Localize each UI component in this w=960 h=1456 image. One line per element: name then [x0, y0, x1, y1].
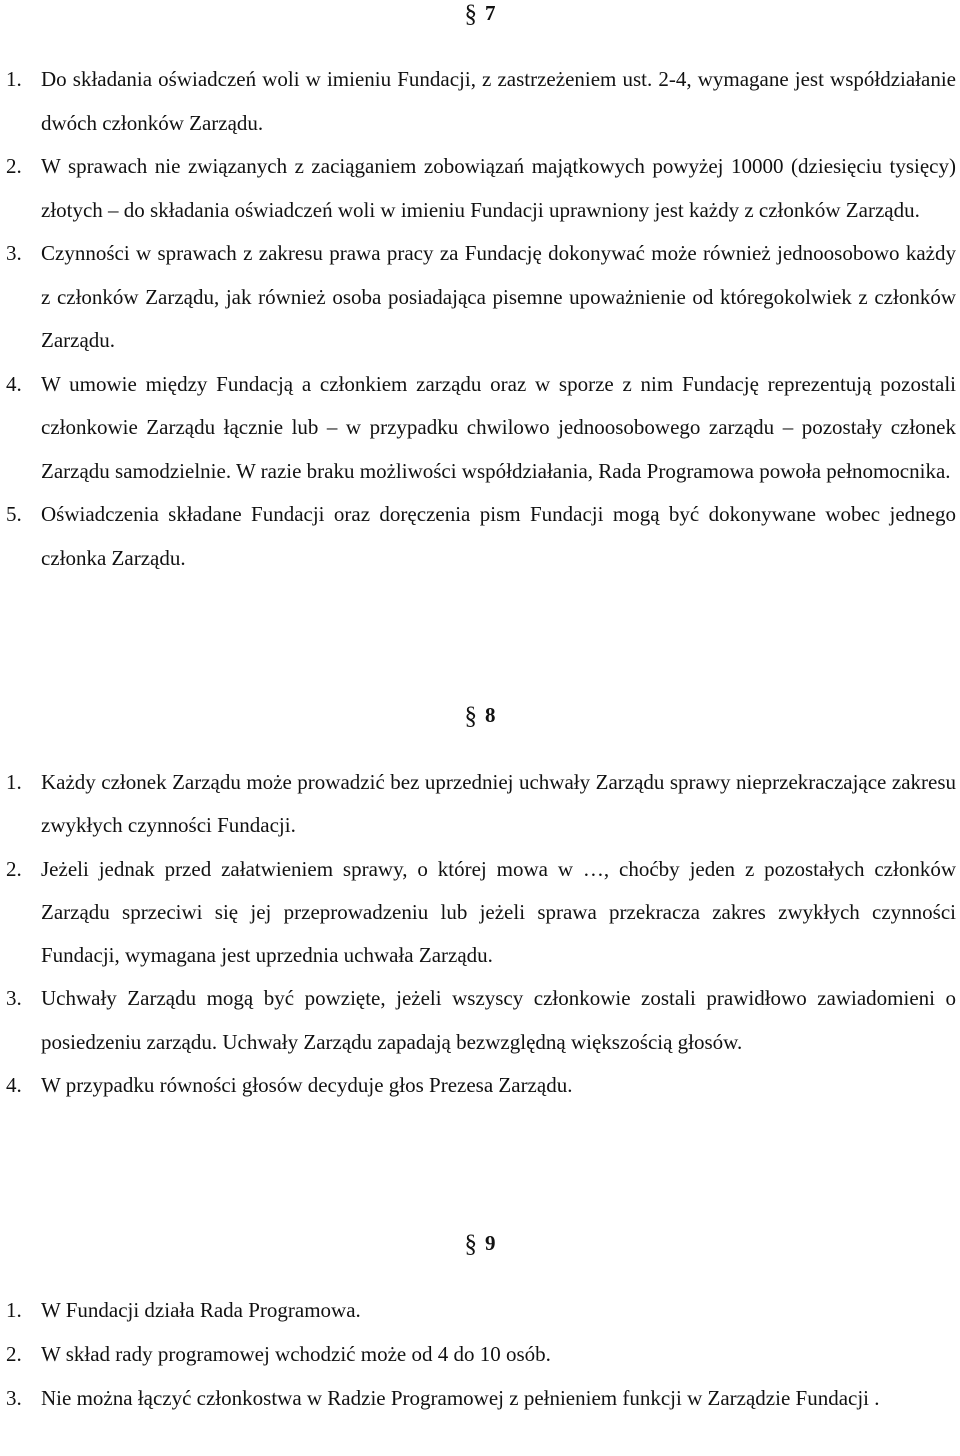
paragraph-number: 3. — [6, 241, 22, 265]
paragraph-7-4 — [0, 363, 960, 494]
paragraph-number: 3. — [6, 986, 22, 1011]
paragraph-9-3 — [0, 1376, 960, 1420]
paragraph-8-1 — [0, 761, 960, 848]
paragraph-number: 4. — [6, 1073, 22, 1098]
paragraph-8-4 — [0, 1064, 960, 1107]
paragraph-number: 2. — [6, 1342, 22, 1366]
section-title-7 — [0, 0, 960, 28]
paragraph-text: W przypadku równości głosów decyduje głos Prezesa Zarządu. — [41, 1073, 573, 1098]
paragraph-9-2 — [0, 1332, 960, 1376]
section-symbol: § — [464, 703, 477, 730]
paragraph-text: Uchwały Zarządu mogą być powzięte, jeżeli wszyscy członkowie zostali prawidłowo zawiadomieni o posiedzeniu zarządu. Uchwały Zarządu zapadają bezwzględną większością głosów. — [41, 986, 956, 1054]
paragraph-8-2 — [0, 848, 960, 978]
section-number: 8 — [485, 703, 496, 727]
paragraph-text: W sprawach nie związanych z zaciąganiem zobowiązań majątkowych powyżej 10000 (dziesięciu tysięcy) złotych – do składania oświadczeń woli w imieniu Fundacji uprawniony jest każdy z członków Zarządu. — [41, 154, 956, 222]
paragraph-number: 1. — [6, 1298, 22, 1322]
section-symbol: § — [464, 1231, 477, 1258]
paragraph-7-3 — [0, 232, 960, 363]
paragraph-number: 5. — [6, 502, 22, 526]
paragraph-number: 1. — [6, 67, 22, 91]
section-9-paragraphs — [0, 1288, 960, 1420]
paragraph-number: 2. — [6, 154, 22, 178]
paragraph-text: Jeżeli jednak przed załatwieniem sprawy, o której mowa w …, choćby jeden z pozostałych członków Zarządu sprzeciwi się jej przeprowadzeniu lub jeżeli sprawa przekracza zakres zwykłych czynności Fundacji, wymagana jest uprzednia uchwała Zarządu. — [41, 856, 956, 968]
paragraph-text: W Fundacji działa Rada Programowa. — [41, 1298, 361, 1322]
paragraph-number: 1. — [6, 770, 22, 794]
paragraph-text: Czynności w sprawach z zakresu prawa pracy za Fundację dokonywać może również jednoosobowo każdy z członków Zarządu, jak również osoba posiadająca pisemne upoważnienie od któregokolwiek z członków Zarządu. — [41, 241, 956, 352]
paragraph-number: 3. — [6, 1386, 22, 1410]
section-title-8 — [0, 700, 960, 730]
section-symbol: § — [464, 1, 477, 28]
paragraph-text: Do składania oświadczeń woli w imieniu Fundacji, z zastrzeżeniem ust. 2-4, wymagane jest współdziałanie dwóch członków Zarządu. — [41, 67, 956, 135]
paragraph-text: Nie można łączyć członkostwa w Radzie Programowej z pełnieniem funkcji w Zarządzie Fundacji . — [41, 1386, 880, 1410]
paragraph-number: 2. — [6, 856, 22, 881]
paragraph-text: Oświadczenia składane Fundacji oraz doręczenia pism Fundacji mogą być dokonywane wobec jednego członka Zarządu. — [41, 502, 956, 570]
section-number: 7 — [485, 1, 496, 25]
paragraph-text: W skład rady programowej wchodzić może od 4 do 10 osób. — [41, 1342, 551, 1366]
paragraph-7-2 — [0, 145, 960, 232]
paragraph-9-1 — [0, 1288, 960, 1332]
section-7-paragraphs — [0, 58, 960, 580]
paragraph-7-5 — [0, 493, 960, 580]
section-8-paragraphs — [0, 761, 960, 1107]
paragraph-8-3 — [0, 977, 960, 1064]
section-number: 9 — [485, 1231, 496, 1255]
section-title-9 — [0, 1228, 960, 1258]
paragraph-text: W umowie między Fundacją a członkiem zarządu oraz w sporze z nim Fundację reprezentują pozostali członkowie Zarządu łącznie lub – w przypadku chwilowo jednoosobowego zarządu – pozostały członek Zarządu samodzielnie. W razie braku możliwości współdziałania, Rada Programowa powoła pełnomocnika. — [41, 371, 956, 483]
paragraph-text: Każdy członek Zarządu może prowadzić bez uprzedniej uchwały Zarządu sprawy nieprzekraczające zakresu zwykłych czynności Fundacji. — [41, 770, 956, 838]
paragraph-7-1 — [0, 58, 960, 145]
paragraph-number: 4. — [6, 371, 22, 396]
